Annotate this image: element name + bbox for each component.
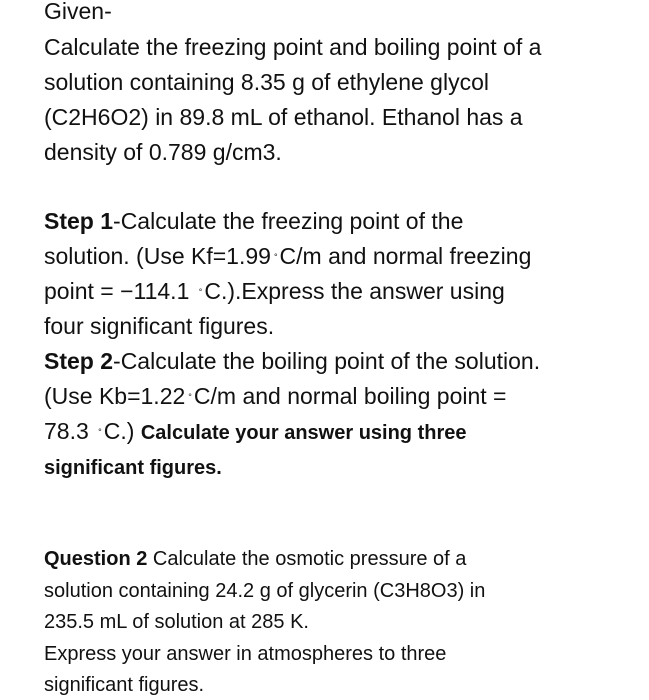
given-line-2: solution containing 8.35 g of ethylene glycol bbox=[44, 69, 489, 95]
given-line-4: density of 0.789 g/cm3. bbox=[44, 139, 282, 165]
step2-line3a: 78.3 bbox=[44, 418, 96, 444]
degree-mark: ° bbox=[98, 427, 102, 438]
step2-bold-instruction-a: Calculate your answer using three bbox=[140, 422, 467, 444]
step2-label: Step 2 bbox=[44, 348, 114, 374]
step1-label: Step 1 bbox=[44, 208, 114, 234]
step1-line-1 bbox=[44, 204, 644, 239]
step1-line-4: four significant figures. bbox=[44, 313, 275, 339]
question2-line-5: significant figures. bbox=[44, 674, 205, 696]
step1-line2a: solution. (Use Kf=1.99 bbox=[44, 243, 271, 269]
question2-label: Question 2 bbox=[44, 548, 148, 570]
step2-line-2 bbox=[44, 379, 644, 414]
step1-line3a: point = −114.1 bbox=[44, 278, 196, 304]
degree-mark: ° bbox=[273, 252, 278, 263]
question2-block bbox=[44, 544, 485, 700]
given-label: Given- bbox=[44, 0, 112, 24]
question2-line-1 bbox=[44, 544, 485, 576]
degree-mark: ° bbox=[198, 287, 203, 298]
question2-line1-text: Calculate the osmotic pressure of a bbox=[147, 548, 467, 570]
given-problem-text bbox=[44, 30, 644, 170]
step2-bold-instruction-b: significant figures. bbox=[44, 457, 222, 479]
degree-mark: ° bbox=[188, 392, 192, 403]
question2-line-3: 235.5 mL of solution at 285 K. bbox=[44, 611, 309, 633]
step1-line-3 bbox=[44, 274, 644, 309]
step2-line3b: C.) bbox=[103, 418, 141, 444]
given-line-1: Calculate the freezing point and boiling point of a bbox=[44, 34, 542, 60]
step2-line1-text: -Calculate the boiling point of the solution. bbox=[113, 348, 541, 374]
step1-line1-text: -Calculate the freezing point of the bbox=[113, 208, 464, 234]
step1-line3b: C.).Express the answer using bbox=[204, 278, 505, 304]
step2-line-3 bbox=[44, 414, 644, 451]
steps-block bbox=[44, 204, 644, 486]
step1-line-2 bbox=[44, 239, 644, 274]
given-line-3: (C2H6O2) in 89.8 mL of ethanol. Ethanol has a bbox=[44, 104, 523, 130]
question2-line-4: Express your answer in atmospheres to three bbox=[44, 642, 447, 665]
step2-line2b: C/m and normal boiling point = bbox=[193, 383, 507, 409]
step1-line2b: C/m and normal freezing bbox=[279, 243, 532, 269]
question2-line-2: solution containing 24.2 g of glycerin (C3H8O3) in bbox=[44, 579, 486, 602]
step2-line-1 bbox=[44, 344, 644, 379]
step2-line2a: (Use Kb=1.22 bbox=[44, 383, 186, 409]
